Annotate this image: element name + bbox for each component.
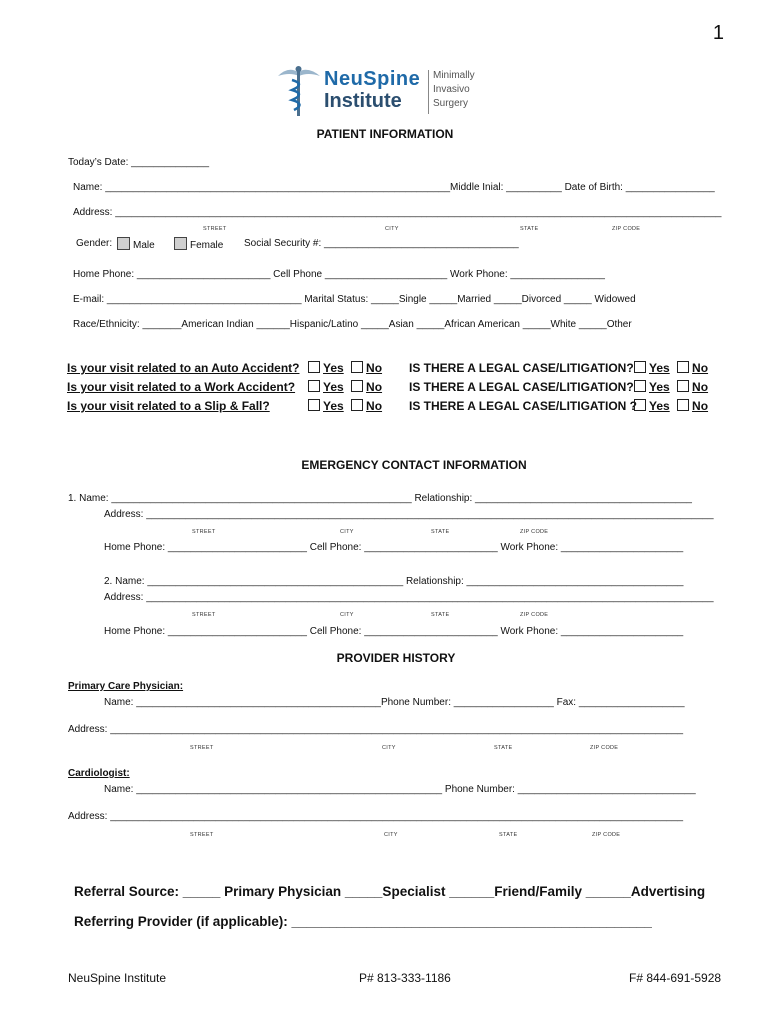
label-zip: ZIP CODE	[612, 226, 641, 232]
address-field[interactable]: Address: _____________________________________________________________________________________________________________	[73, 207, 722, 218]
cardiologist-label: Cardiologist:	[68, 768, 130, 779]
label-city: CITY	[385, 226, 399, 232]
logo-tag-3: Surgery	[433, 98, 469, 109]
ec1-address[interactable]: Address: ______________________________________________________________________________________________________	[104, 509, 714, 520]
pcp-address[interactable]: Address: _______________________________________________________________________________________________________	[68, 724, 684, 735]
checkbox-legal1-no[interactable]	[677, 361, 689, 373]
q1-options[interactable]	[308, 361, 382, 375]
checkbox-q3-yes[interactable]	[308, 399, 320, 411]
checkbox-q1-no[interactable]	[351, 361, 363, 373]
yes-label: Yes	[323, 399, 344, 413]
pcp-label-state: STATE	[494, 745, 513, 751]
ssn-field[interactable]: Social Security #: ___________________________________	[244, 238, 519, 249]
cardio-name-phone[interactable]: Name: _______________________________________________________ Phone Number: ________________________________	[104, 784, 696, 795]
logo-word-neuspine: NeuSpine	[324, 68, 421, 90]
name-dob-fields[interactable]: Name: ______________________________________________________________Middle Inial: __________ Date of Birth: ________________	[73, 182, 715, 193]
ec2-address[interactable]: Address: ______________________________________________________________________________________________________	[104, 592, 714, 603]
patient-info-heading: PATIENT INFORMATION	[316, 127, 454, 141]
checkbox-q2-yes[interactable]	[308, 380, 320, 392]
footer-phone: P# 813-333-1186	[359, 971, 451, 985]
no-label: No	[692, 361, 709, 375]
email-marital-field[interactable]: E-mail: ___________________________________ Marital Status: _____Single _____Married _____Divorced _____ Widowed	[73, 294, 636, 305]
legal-question-1: IS THERE A LEGAL CASE/LITIGATION?	[409, 361, 634, 375]
visit-question-2: Is your visit related to a Work Accident?	[67, 380, 296, 394]
emergency-heading: EMERGENCY CONTACT INFORMATION	[301, 458, 527, 472]
footer-fax: F# 844-691-5928	[629, 971, 722, 985]
logo-divider	[428, 70, 429, 114]
no-label: No	[366, 361, 383, 375]
pcp-label-street: STREET	[190, 745, 214, 751]
phones-field[interactable]: Home Phone: ________________________ Cell Phone ______________________ Work Phone: _________________	[73, 269, 605, 280]
ec1-label-city: CITY	[340, 529, 354, 535]
checkbox-q3-no[interactable]	[351, 399, 363, 411]
no-label: No	[366, 399, 383, 413]
footer-org: NeuSpine Institute	[68, 971, 167, 985]
checkbox-legal3-no[interactable]	[677, 399, 689, 411]
q2-options[interactable]	[308, 380, 382, 394]
no-label: No	[692, 399, 709, 413]
legal3-options[interactable]	[634, 399, 708, 413]
ec1-label-zip: ZIP CODE	[520, 529, 549, 535]
yes-label: Yes	[323, 380, 344, 394]
gender-female-option[interactable]	[174, 237, 223, 251]
logo-tag-2: Invasivo	[433, 84, 470, 95]
caduceus-icon	[276, 62, 322, 118]
pcp-label: Primary Care Physician:	[68, 681, 184, 692]
logo-word-institute: Institute	[324, 90, 402, 112]
ec1-label-state: STATE	[431, 529, 450, 535]
female-label: Female	[190, 240, 224, 251]
ec2-label-city: CITY	[340, 612, 354, 618]
ec2-label-street: STREET	[192, 612, 216, 618]
yes-label: Yes	[323, 361, 344, 375]
ec1-phones[interactable]: Home Phone: _________________________ Cell Phone: ________________________ Work Phone: ______________________	[104, 542, 684, 553]
no-label: No	[692, 380, 709, 394]
pcp-label-zip: ZIP CODE	[590, 745, 619, 751]
cardio-label-city: CITY	[384, 832, 398, 838]
q3-options[interactable]	[308, 399, 382, 413]
checkbox-male[interactable]	[117, 237, 130, 250]
referring-provider-field[interactable]: Referring Provider (if applicable): ________________________________________________	[74, 914, 652, 929]
logo-tag-1: Minimally	[433, 70, 475, 81]
ec1-label-street: STREET	[192, 529, 216, 535]
cardio-label-zip: ZIP CODE	[592, 832, 621, 838]
ec2-label-zip: ZIP CODE	[520, 612, 549, 618]
neuspine-logo	[276, 62, 496, 118]
checkbox-q2-no[interactable]	[351, 380, 363, 392]
race-field[interactable]: Race/Ethnicity: _______American Indian ______Hispanic/Latino _____Asian _____African American _____White _____Other	[73, 319, 632, 330]
yes-label: Yes	[649, 399, 670, 413]
gender-male-option[interactable]	[117, 237, 155, 251]
label-street: STREET	[203, 226, 227, 232]
referral-source-field[interactable]: Referral Source: _____ Primary Physician _____Specialist ______Friend/Family ______Advertising	[74, 884, 706, 899]
cardio-label-state: STATE	[499, 832, 518, 838]
ec2-phones[interactable]: Home Phone: _________________________ Cell Phone: ________________________ Work Phone: ______________________	[104, 626, 684, 637]
legal-question-2: IS THERE A LEGAL CASE/LITIGATION?	[409, 380, 634, 394]
cardio-label-street: STREET	[190, 832, 214, 838]
yes-label: Yes	[649, 361, 670, 375]
checkbox-legal2-no[interactable]	[677, 380, 689, 392]
provider-heading: PROVIDER HISTORY	[336, 651, 456, 665]
page-number: 1	[712, 22, 724, 44]
legal1-options[interactable]	[634, 361, 708, 375]
todays-date-field[interactable]: Today’s Date: ______________	[68, 157, 210, 168]
ec2-name-relationship[interactable]: 2. Name: ______________________________________________ Relationship: _______________________________________	[104, 576, 684, 587]
ec1-name-relationship[interactable]: 1. Name: ______________________________________________________ Relationship: _______________________________________	[68, 493, 692, 504]
no-label: No	[366, 380, 383, 394]
male-label: Male	[133, 240, 155, 251]
checkbox-legal3-yes[interactable]	[634, 399, 646, 411]
checkbox-female[interactable]	[174, 237, 187, 250]
checkbox-q1-yes[interactable]	[308, 361, 320, 373]
pcp-label-city: CITY	[382, 745, 396, 751]
pcp-name-phone-fax[interactable]: Name: ____________________________________________Phone Number: __________________ Fax: ___________________	[104, 697, 685, 708]
yes-label: Yes	[649, 380, 670, 394]
visit-question-3: Is your visit related to a Slip & Fall?	[67, 399, 270, 413]
legal-question-3: IS THERE A LEGAL CASE/LITIGATION ?	[409, 399, 638, 413]
cardio-address[interactable]: Address: _______________________________________________________________________________________________________	[68, 811, 684, 822]
checkbox-legal1-yes[interactable]	[634, 361, 646, 373]
legal2-options[interactable]	[634, 380, 708, 394]
label-state: STATE	[520, 226, 539, 232]
visit-question-1: Is your visit related to an Auto Accident?	[67, 361, 300, 375]
checkbox-legal2-yes[interactable]	[634, 380, 646, 392]
ec2-label-state: STATE	[431, 612, 450, 618]
gender-label: Gender:	[76, 238, 113, 249]
